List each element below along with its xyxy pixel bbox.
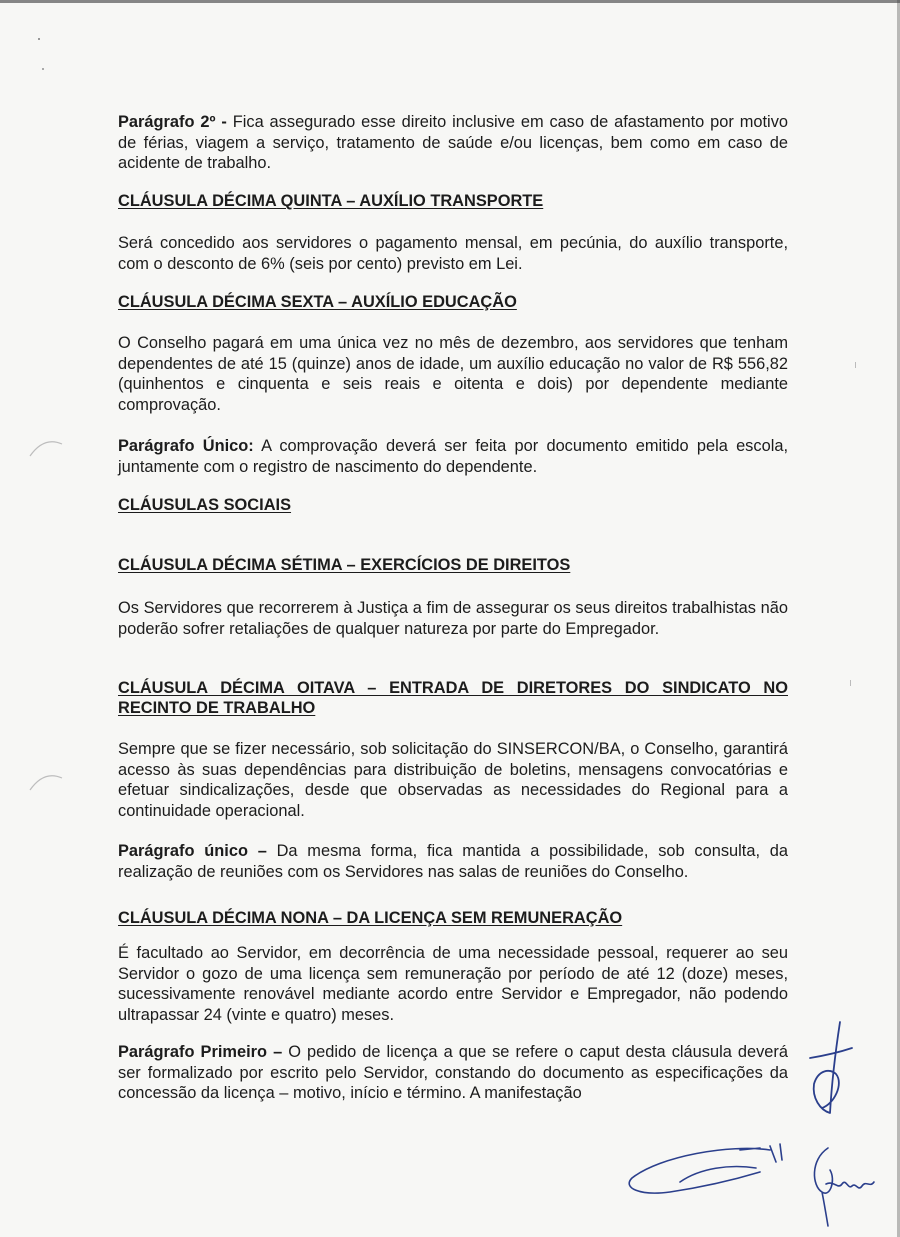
handwritten-signature bbox=[620, 1138, 800, 1208]
clause-18-title bbox=[118, 678, 788, 718]
paragraph-label: Parágrafo único – bbox=[118, 842, 267, 860]
clause-heading: CLÁUSULA DÉCIMA OITAVA – ENTRADA DE DIRETORES DO SINDICATO NO RECINTO DE TRABALHO bbox=[118, 679, 788, 717]
scan-speck bbox=[850, 680, 851, 686]
clause-17-text bbox=[118, 598, 788, 639]
clause-15-text bbox=[118, 233, 788, 274]
paragraph-label: Parágrafo Único: bbox=[118, 437, 254, 455]
scan-speck bbox=[38, 38, 40, 40]
clause-heading: CLÁUSULA DÉCIMA SEXTA – AUXÍLIO EDUCAÇÃO bbox=[118, 293, 517, 311]
paragraph-label: Parágrafo 2º - bbox=[118, 113, 227, 131]
clause-text: Será concedido aos servidores o pagamento mensal, em pecúnia, do auxílio transporte, com o desconto de 6% (seis por cento) previsto em Lei. bbox=[118, 234, 788, 273]
punch-hole-mark bbox=[26, 432, 66, 462]
scan-speck bbox=[42, 68, 44, 70]
clause-17-title bbox=[118, 555, 788, 575]
punch-hole-mark bbox=[26, 766, 66, 796]
clause-text: Os Servidores que recorrerem à Justiça a fim de assegurar os seus direitos trabalhistas não poderão sofrer retaliações de qualquer natureza por parte do Empregador. bbox=[118, 599, 788, 638]
clause-16-title bbox=[118, 292, 788, 312]
clause-19-text bbox=[118, 943, 788, 1025]
clause-heading: CLÁUSULA DÉCIMA NONA – DA LICENÇA SEM REMUNERAÇÃO bbox=[118, 909, 623, 927]
clause-text: É facultado ao Servidor, em decorrência de uma necessidade pessoal, requerer ao seu Servidor o gozo de uma licença sem remuneração por período de até 12 (doze) meses, sucessivamente renovável mediante acordo entre Servidor e Empregador, não podendo ultrapassar 24 (vinte e quatro) meses. bbox=[118, 944, 788, 1024]
paragraph-label: Parágrafo Primeiro – bbox=[118, 1043, 283, 1061]
section-heading: CLÁUSULAS SOCIAIS bbox=[118, 496, 292, 514]
handwritten-initial bbox=[800, 1018, 860, 1128]
paragraph-text: A comprovação deverá ser feita por documento emitido pela escola, juntamente com o registro de nascimento do dependente. bbox=[118, 437, 789, 476]
clause-15-title bbox=[118, 191, 788, 211]
clause-heading: CLÁUSULA DÉCIMA SÉTIMA – EXERCÍCIOS DE DIREITOS bbox=[118, 556, 571, 574]
scan-edge bbox=[0, 0, 900, 3]
clause-text: Sempre que se fizer necessário, sob solicitação do SINSERCON/BA, o Conselho, garantirá acesso às suas dependências para distribuição de boletins, mensagens convocatórias e efetuar sindicalizações, desde que observadas as necessidades do Regional para a continuidade operacional. bbox=[118, 740, 788, 820]
clause-16-single-paragraph bbox=[118, 436, 788, 477]
clause-19-title bbox=[118, 908, 788, 928]
paragraph-text: Fica assegurado esse direito inclusive em caso de afastamento por motivo de férias, viagem a serviço, tratamento de saúde e/ou licenças, bem como em caso de acidente de trabalho. bbox=[118, 113, 789, 172]
clause-text: O Conselho pagará em uma única vez no mês de dezembro, aos servidores que tenham dependentes de até 15 (quinze) anos de idade, um auxílio educação no valor de R$ 556,82 (quinhentos e cinquenta e seis reais e oitenta e dois) por dependente mediante comprovação. bbox=[118, 334, 788, 414]
paragraph-text: Da mesma forma, fica mantida a possibilidade, sob consulta, da realização de reuniões com os Servidores nas salas de reuniões do Conselho. bbox=[118, 842, 788, 881]
clause-18-single-paragraph bbox=[118, 841, 788, 882]
clause-19-first-paragraph bbox=[118, 1042, 788, 1104]
paragraph-2 bbox=[118, 112, 788, 174]
handwritten-signature bbox=[800, 1140, 880, 1230]
clause-heading: CLÁUSULA DÉCIMA QUINTA – AUXÍLIO TRANSPORTE bbox=[118, 192, 544, 210]
paragraph-text: O pedido de licença a que se refere o caput desta cláusula deverá ser formalizado por escrito pelo Servidor, constando do documento as especificações da concessão da licença – motivo, início e término. A manifestação bbox=[118, 1043, 788, 1102]
clause-16-text bbox=[118, 333, 788, 415]
social-clauses-title bbox=[118, 495, 788, 515]
clause-18-text bbox=[118, 739, 788, 821]
scan-speck bbox=[855, 362, 856, 368]
